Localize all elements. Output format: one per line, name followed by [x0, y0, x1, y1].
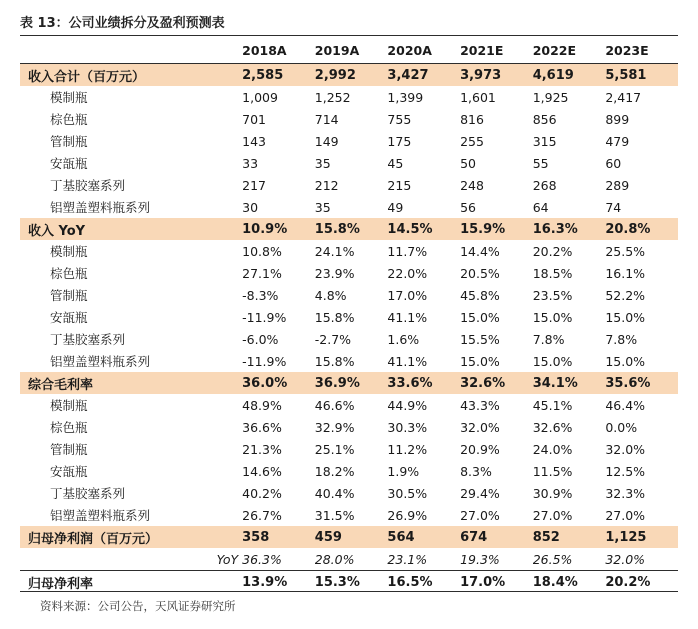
table-cell: 46.6%	[314, 397, 355, 413]
row-label: 归母净利率	[20, 571, 242, 594]
table-cell: 21.3%	[242, 441, 282, 457]
table-cell: 15.0%	[460, 353, 500, 369]
header-row	[20, 37, 678, 64]
table-cell: 41.1%	[387, 353, 428, 369]
row-label: 模制瓶	[50, 90, 88, 105]
table-cell: 26.5%	[532, 551, 573, 567]
table-cell: 56	[460, 199, 476, 215]
table-cell: 24.0%	[532, 441, 573, 457]
row-label: 丁基胶塞系列	[50, 332, 126, 347]
table-cell: 268	[532, 177, 557, 193]
row-label: 模制瓶	[50, 398, 88, 413]
table-cell: 44.9%	[387, 397, 428, 413]
table-cell: 64	[532, 199, 549, 215]
row-label: 棕色瓶	[50, 266, 88, 281]
table-cell: 5,581	[605, 64, 678, 87]
table-cell: 32.0%	[605, 441, 646, 457]
table-row	[20, 306, 678, 328]
table-cell: 18.4%	[533, 571, 606, 594]
table-title: 表 13：公司业绩拆分及盈利预测表	[20, 16, 225, 31]
table-cell: -11.9%	[242, 309, 287, 325]
table-cell: 15.3%	[315, 571, 388, 594]
table-cell: 32.3%	[605, 485, 646, 501]
bottom-rule	[20, 591, 678, 592]
table-cell: 13.9%	[242, 571, 315, 594]
row-label: 棕色瓶	[50, 112, 88, 127]
table-cell: 55	[532, 155, 549, 171]
table-cell: 17.0%	[387, 287, 428, 303]
table-cell: 15.5%	[460, 331, 500, 347]
table-cell: 1,601	[460, 89, 496, 105]
table-cell: 4.8%	[314, 287, 347, 303]
table-row	[20, 482, 678, 504]
row-label: 综合毛利率	[20, 372, 242, 394]
table-cell: 2,992	[315, 64, 388, 87]
table-cell: 8.3%	[460, 463, 492, 479]
table-row	[20, 328, 678, 350]
table-cell: 16.1%	[605, 265, 646, 281]
table-row	[20, 64, 678, 87]
header-year: 2018A	[242, 37, 315, 64]
table-cell: 28.0%	[314, 551, 355, 567]
table-cell: 17.0%	[460, 571, 533, 594]
table-cell: 23.5%	[532, 287, 573, 303]
table-cell: 16.3%	[533, 218, 606, 240]
table-cell: 479	[605, 133, 630, 149]
row-label: 棕色瓶	[50, 420, 88, 435]
row-label: 管制瓶	[50, 442, 88, 457]
table-row	[20, 262, 678, 284]
table-cell: 36.0%	[242, 372, 315, 394]
table-cell: 35	[314, 155, 331, 171]
table-cell: 15.0%	[605, 309, 646, 325]
table-cell: 14.6%	[242, 463, 282, 479]
table-cell: 20.8%	[605, 218, 678, 240]
table-cell: 14.4%	[460, 243, 500, 259]
table-cell: 27.0%	[460, 507, 500, 523]
header-label	[20, 37, 242, 64]
table-row	[20, 460, 678, 482]
table-cell: 19.3%	[460, 551, 500, 567]
row-label: 安瓿瓶	[50, 464, 88, 479]
table-cell: 45	[387, 155, 404, 171]
header-year: 2020A	[387, 37, 460, 64]
header-year: 2021E	[460, 37, 533, 64]
table-cell: 45.8%	[460, 287, 500, 303]
table-cell: 852	[533, 526, 606, 548]
table-cell: 31.5%	[314, 507, 355, 523]
table-cell: 7.8%	[532, 331, 565, 347]
table-cell: 20.5%	[460, 265, 500, 281]
table-cell: 255	[460, 133, 484, 149]
table-row	[20, 240, 678, 262]
table-cell: 52.2%	[605, 287, 646, 303]
table-cell: 315	[532, 133, 557, 149]
table-cell: 23.9%	[314, 265, 355, 281]
table-cell: 1.9%	[387, 463, 420, 479]
table-cell: 35	[314, 199, 331, 215]
table-cell: 15.8%	[315, 218, 388, 240]
table-cell: 4,619	[533, 64, 606, 87]
table-cell: 29.4%	[460, 485, 500, 501]
table-cell: 49	[387, 199, 404, 215]
table-cell: 30.3%	[387, 419, 428, 435]
table-cell: 36.3%	[242, 551, 282, 567]
row-label: 管制瓶	[50, 288, 88, 303]
table-cell: 459	[315, 526, 388, 548]
table-cell: 15.8%	[314, 353, 355, 369]
table-row	[20, 526, 678, 548]
table-cell: 30.9%	[532, 485, 573, 501]
table-cell: 11.7%	[387, 243, 428, 259]
table-row	[20, 284, 678, 306]
table-cell: 2,585	[242, 64, 315, 87]
table-cell: 755	[387, 111, 412, 127]
table-cell: 41.1%	[387, 309, 428, 325]
table-row	[20, 350, 678, 372]
table-body	[20, 64, 678, 594]
table-cell: 11.2%	[387, 441, 428, 457]
table-cell: 16.5%	[387, 571, 460, 594]
table-cell: 27.0%	[532, 507, 573, 523]
table-cell: 0.0%	[605, 419, 638, 435]
table-cell: 15.0%	[605, 353, 646, 369]
table-row	[20, 130, 678, 152]
table-cell: 248	[460, 177, 484, 193]
table-cell: 1,399	[387, 89, 424, 105]
row-label: 铝塑盖塑料瓶系列	[50, 508, 151, 523]
table-cell: 46.4%	[605, 397, 646, 413]
row-label: 收入合计（百万元）	[20, 64, 242, 87]
row-label: 模制瓶	[50, 244, 88, 259]
table-row	[20, 108, 678, 130]
table-cell: 32.0%	[605, 551, 646, 567]
table-cell: 32.9%	[314, 419, 355, 435]
table-row	[20, 438, 678, 460]
source-note: 资料来源：公司公告，天风证券研究所	[40, 599, 236, 613]
table-cell: 22.0%	[387, 265, 428, 281]
table-cell: 25.1%	[314, 441, 355, 457]
table-cell: 45.1%	[532, 397, 573, 413]
row-label: 铝塑盖塑料瓶系列	[50, 200, 151, 215]
table-cell: 26.7%	[242, 507, 282, 523]
header-year: 2019A	[315, 37, 388, 64]
table-cell: 212	[314, 177, 339, 193]
table-cell: 701	[242, 111, 266, 127]
table-cell: 1,925	[532, 89, 569, 105]
table-cell: 143	[242, 133, 266, 149]
table-cell: 33	[242, 155, 259, 171]
table-cell: 674	[460, 526, 533, 548]
table-row	[20, 548, 678, 571]
table-row	[20, 571, 678, 594]
table-cell: 2,417	[605, 89, 642, 105]
table-row	[20, 394, 678, 416]
table-cell: 30.5%	[387, 485, 428, 501]
table-cell: 14.5%	[387, 218, 460, 240]
table-cell: 3,973	[460, 64, 533, 87]
table-cell: -11.9%	[242, 353, 287, 369]
table-cell: 15.0%	[532, 309, 573, 325]
table-cell: 26.9%	[387, 507, 428, 523]
table-cell: 15.0%	[460, 309, 500, 325]
table-cell: 35.6%	[605, 372, 678, 394]
table-cell: 27.0%	[605, 507, 646, 523]
table-row	[20, 218, 678, 240]
row-label: YoY	[216, 551, 239, 567]
table-cell: 60	[605, 155, 622, 171]
table-cell: 149	[314, 133, 339, 149]
row-label: 安瓿瓶	[50, 156, 88, 171]
table-cell: -6.0%	[242, 331, 279, 347]
row-label: 管制瓶	[50, 134, 88, 149]
table-cell: 18.2%	[314, 463, 355, 479]
table-cell: 27.1%	[242, 265, 282, 281]
forecast-table	[20, 37, 678, 593]
row-label: 铝塑盖塑料瓶系列	[50, 354, 151, 369]
table-cell: 18.5%	[532, 265, 573, 281]
table-cell: 1.6%	[387, 331, 420, 347]
table-cell: 856	[532, 111, 557, 127]
row-label: 安瓿瓶	[50, 310, 88, 325]
table-cell: 48.9%	[242, 397, 282, 413]
table-row	[20, 504, 678, 526]
table-cell: 175	[387, 133, 412, 149]
table-cell: 15.0%	[532, 353, 573, 369]
table-cell: 1,009	[242, 89, 278, 105]
table-row	[20, 196, 678, 218]
row-label: 收入 YoY	[20, 218, 242, 240]
table-cell: 40.2%	[242, 485, 282, 501]
table-cell: 50	[460, 155, 476, 171]
table-cell: 25.5%	[605, 243, 646, 259]
table-cell: -2.7%	[314, 331, 352, 347]
table-cell: 33.6%	[387, 372, 460, 394]
table-cell: 40.4%	[314, 485, 355, 501]
table-cell: 7.8%	[605, 331, 638, 347]
table-cell: 289	[605, 177, 630, 193]
table-cell: 32.6%	[460, 372, 533, 394]
table-cell: 36.9%	[315, 372, 388, 394]
table-cell: 10.8%	[242, 243, 282, 259]
table-cell: 20.9%	[460, 441, 500, 457]
table-cell: 15.8%	[314, 309, 355, 325]
table-cell: -8.3%	[242, 287, 279, 303]
table-cell: 358	[242, 526, 315, 548]
table-cell: 899	[605, 111, 630, 127]
table-cell: 1,125	[605, 526, 678, 548]
table-row	[20, 416, 678, 438]
table-cell: 11.5%	[532, 463, 573, 479]
table-row	[20, 174, 678, 196]
header-year: 2022E	[533, 37, 606, 64]
table-row	[20, 372, 678, 394]
top-rule	[20, 35, 678, 36]
table-cell: 215	[387, 177, 412, 193]
table-cell: 20.2%	[532, 243, 573, 259]
table-cell: 23.1%	[387, 551, 428, 567]
table-cell: 12.5%	[605, 463, 646, 479]
header-year: 2023E	[605, 37, 678, 64]
table-cell: 10.9%	[242, 218, 315, 240]
table-cell: 20.2%	[605, 571, 678, 594]
table-row	[20, 152, 678, 174]
table-cell: 32.0%	[460, 419, 500, 435]
row-label: 丁基胶塞系列	[50, 178, 126, 193]
table-cell: 32.6%	[532, 419, 573, 435]
table-cell: 34.1%	[533, 372, 606, 394]
row-label: 归母净利润（百万元）	[20, 526, 242, 548]
row-label: 丁基胶塞系列	[50, 486, 126, 501]
table-cell: 564	[387, 526, 460, 548]
table-cell: 30	[242, 199, 259, 215]
table-cell: 3,427	[387, 64, 460, 87]
table-cell: 15.9%	[460, 218, 533, 240]
table-cell: 43.3%	[460, 397, 500, 413]
table-cell: 714	[314, 111, 339, 127]
table-cell: 74	[605, 199, 622, 215]
table-row	[20, 86, 678, 108]
table-cell: 816	[460, 111, 484, 127]
table-cell: 36.6%	[242, 419, 282, 435]
table-cell: 24.1%	[314, 243, 355, 259]
table-cell: 217	[242, 177, 266, 193]
table-cell: 1,252	[314, 89, 351, 105]
